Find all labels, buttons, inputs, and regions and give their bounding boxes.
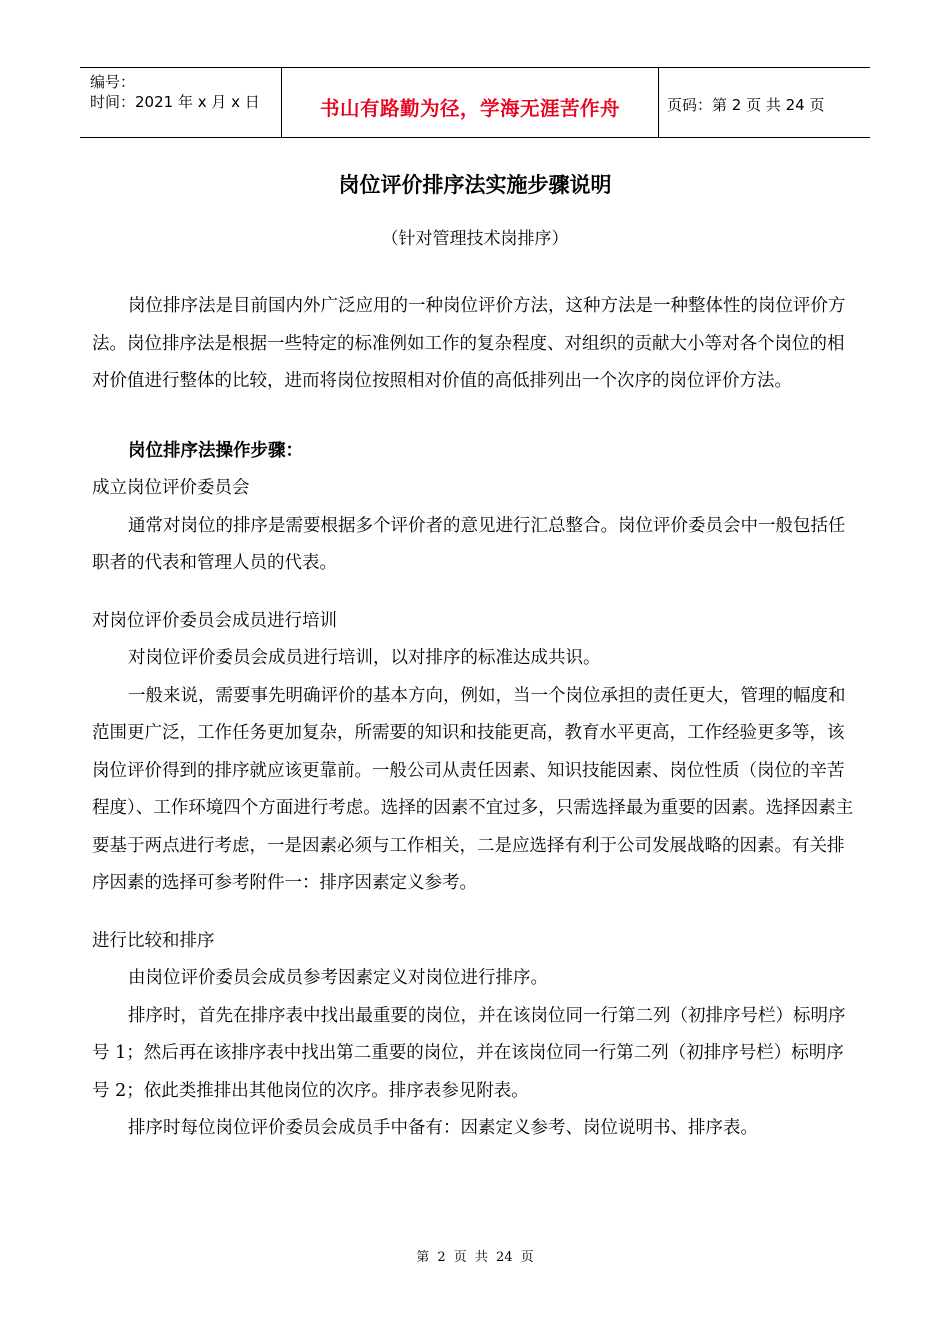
time-label: 时间：2021 年 x 月 x 日 xyxy=(90,93,260,111)
step3-paragraph: 由岗位评价委员会成员参考因素定义对岗位进行排序。 xyxy=(128,968,548,988)
header-page-info xyxy=(659,68,870,137)
step3-heading: 进行比较和排序 xyxy=(92,930,215,951)
step1-heading: 成立岗位评价委员会 xyxy=(92,478,250,498)
intro-paragraph: 岗位排序法是目前国内外广泛应用的一种岗位评价方法，这种方法是一种整体性的岗位评价方法。岗位排序法是根据一些特定的标准例如工作的复杂程度、对组织的贡献大小等对各个岗位的相对价值进行整体的比较，进而将岗位按照相对价值的高低排列出一个次序的岗位评价方法。 xyxy=(92,296,846,391)
document-subtitle: （针对管理技术岗排序） xyxy=(381,229,569,249)
page-info: 页码：第 2 页 共 24 页 xyxy=(667,96,825,114)
header-motto-cell xyxy=(282,68,659,137)
document-body xyxy=(92,288,860,1148)
step2-paragraph: 对岗位评价委员会成员进行培训，以对排序的标准达成共识。 xyxy=(128,648,601,668)
document-title: 岗位评价排序法实施步骤说明 xyxy=(338,173,612,197)
motto: 书山有路勤为径，学海无涯苦作舟 xyxy=(319,96,620,120)
step2-paragraph: 一般来说，需要事先明确评价的基本方向，例如，当一个岗位承担的责任更大，管理的幅度和范围更广泛，工作任务更加复杂，所需要的知识和技能更高，教育水平更高，工作经验更多等，该岗位评价得到的排序就应该更靠前。一般公司从责任因素、知识技能因素、岗位性质（岗位的辛苦程度）、工作环境四个方面进行考虑。选择的因素不宜过多，只需选择最为重要的因素。选择因素主要基于两点进行考虑，一是因素必须与工作相关，二是应选择有利于公司发展战略的因素。有关排序因素的选择可参考附件一：排序因素定义参考。 xyxy=(92,685,854,893)
header-meta xyxy=(80,68,282,137)
page-header xyxy=(80,67,870,138)
page-footer: 第 2 页 共 24 页 xyxy=(416,1250,534,1265)
step2-heading: 对岗位评价委员会成员进行培训 xyxy=(92,610,337,631)
steps-heading: 岗位排序法操作步骤： xyxy=(128,440,303,461)
step3-paragraph: 排序时，首先在排序表中找出最重要的岗位，并在该岗位同一行第二列（初排序号栏）标明序号 1；然后再在该排序表中找出第二重要的岗位，并在该岗位同一行第二列（初排序号栏）标明序号 2；依此类推排出其他岗位的次序。排序表参见附表。 xyxy=(92,1005,846,1101)
step1-paragraph: 通常对岗位的排序是需要根据多个评价者的意见进行汇总整合。岗位评价委员会中一般包括任职者的代表和管理人员的代表。 xyxy=(92,515,846,573)
number-label: 编号： xyxy=(90,73,136,91)
step3-paragraph: 排序时每位岗位评价委员会成员手中备有：因素定义参考、岗位说明书、排序表。 xyxy=(128,1118,758,1138)
